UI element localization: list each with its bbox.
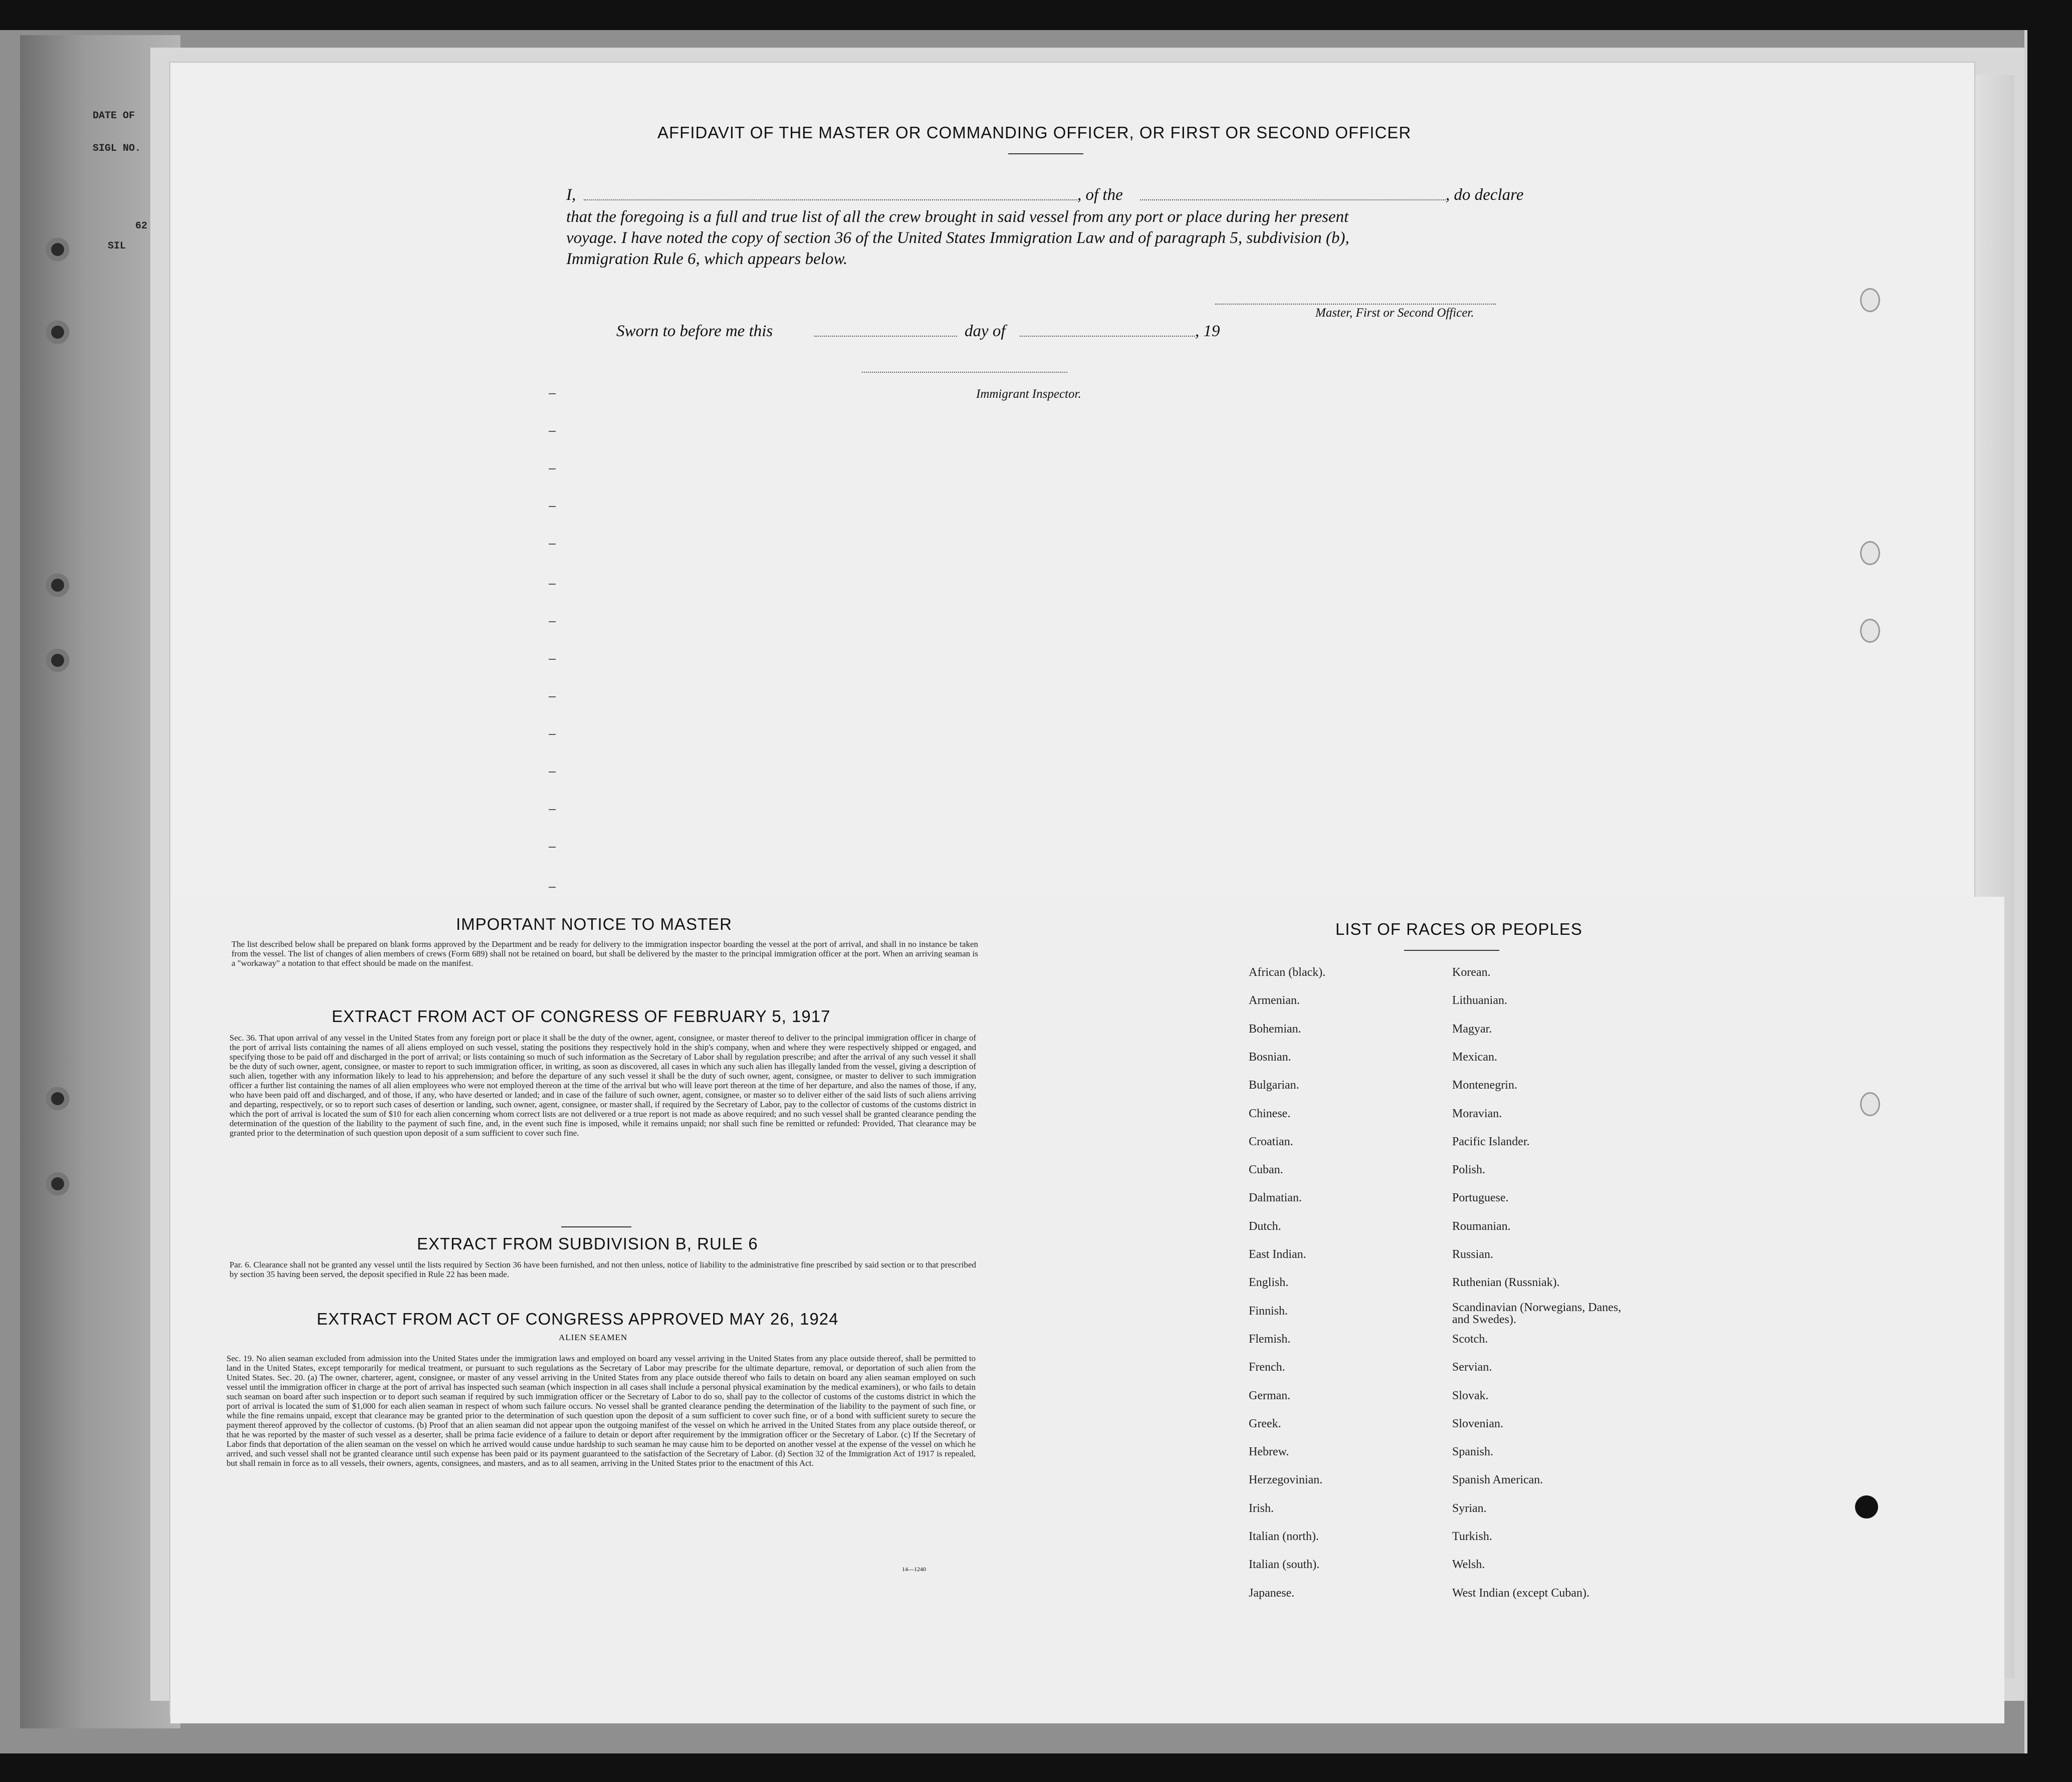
race-item: Greek. [1249, 1417, 1281, 1430]
race-item: Cuban. [1249, 1163, 1283, 1177]
race-item: Syrian. [1452, 1501, 1487, 1515]
race-item: Russian. [1452, 1248, 1494, 1261]
race-item: Slovenian. [1452, 1417, 1503, 1430]
month-blank[interactable] [1020, 336, 1195, 337]
row-dash [549, 431, 556, 432]
row-dash [549, 584, 556, 585]
race-item: Chinese. [1249, 1107, 1291, 1120]
notice-title: IMPORTANT NOTICE TO MASTER [456, 915, 733, 933]
notice-text: The list described below shall be prepared on blank forms approved by the Department and be ready for delivery to the immigration inspector boarding the vessel at the port of arrival, and shall in no instance be taken from the vessel. The list of changes of alien members of crews (Form 689) shall not be retained on board, but shall be delivered by the master to the principal immigration officer at the port. When an arriving seaman is a "workaway" a notation to that effect should be made on the manifest. [232, 939, 978, 968]
margin-label-sil: SIL [108, 240, 126, 252]
race-item: Italian (north). [1249, 1530, 1319, 1543]
punch-hole [46, 238, 69, 261]
punch-hole [46, 1087, 69, 1110]
affidavit-title: AFFIDAVIT OF THE MASTER OR COMMANDING OFFICER, OR FIRST OR SECOND OFFICER [657, 123, 1412, 142]
race-item: Lithuanian. [1452, 994, 1507, 1007]
row-dash [549, 659, 556, 660]
race-item: Flemish. [1249, 1332, 1291, 1346]
race-item: Hebrew. [1249, 1445, 1289, 1459]
race-item: Polish. [1452, 1163, 1486, 1177]
row-dash [549, 544, 556, 545]
race-item: Scandinavian (Norwegians, Danes, and Swedes). [1452, 1301, 1622, 1326]
punch-hole [1860, 1092, 1880, 1116]
row-dash [549, 696, 556, 697]
row-dash [549, 621, 556, 622]
punch-hole [46, 1172, 69, 1195]
race-item: Italian (south). [1249, 1558, 1320, 1572]
row-dash [549, 734, 556, 735]
race-item: Bohemian. [1249, 1022, 1301, 1036]
extract-1917-text: Sec. 36. That upon arrival of any vessel in the United States from any foreign port or place it shall be the duty of the owner, agent, consignee, or master thereof to deliver to the principal immigration officer in charge of the port of arrival lists containing the names of all aliens employed on such vessel, stating the positions they respectively hold in the ship's company, when and where they were respectively shipped or engaged, and specifying those to be paid off and discharged in the port of arrival; or lists containing so much of such information as the Secretary of Labor shall by regulation prescribe; and after the arrival of any such vessel it shall be the duty of such owner, agent, consignee, or master to report to such immigration officer, in writing, as soon as discovered, all cases in which any such alien has illegally landed from the vessel, giving a description of such alien, together with any information likely to lead to his apprehension; and before the departure of any such vessel it shall be the duty of such owner, agent, consignee, or master to deliver to such immigration officer a further list containing the names of all alien employees who were not employed thereon at the time of the arrival but who will leave port thereon at the time of her departure, and also the names of those, if any, who have been paid off and discharged, and of those, if any, who have deserted or landed; and in case of the failure of such owner, agent, consignee, or master so to deliver either of the said lists of such aliens arriving and departing, respectively, or so to report such cases of desertion or landing, such owner, agent, consignee, or master shall, if required by the Secretary of Labor, pay to the collector of customs of the customs district in which the port of arrival is located the sum of $10 for each alien concerning whom correct lists are not delivered or a true report is not made as above required; and no such vessel shall be granted clearance pending the determination of the question of the liability to the payment of such fine, and, in the event such fine is imposed, while it remains unpaid; nor shall such fine be remitted or refunded: Provided, That clearance may be granted prior to the determination of such question upon deposit of a sum sufficient to cover such fine. [229, 1033, 976, 1138]
form-number: 14—1240 [902, 1566, 926, 1573]
inspector-label: Immigrant Inspector. [976, 387, 1081, 401]
row-dash [549, 393, 556, 394]
race-item: Ruthenian (Russniak). [1452, 1276, 1560, 1290]
vessel-blank[interactable] [1140, 199, 1446, 200]
race-item: Bosnian. [1249, 1050, 1291, 1064]
declaration-line1: that the foregoing is a full and true list of all the crew brought in said vessel from any port or place during her present [566, 208, 1349, 226]
year-label: , 19 [1195, 322, 1220, 340]
race-item: Korean. [1452, 966, 1491, 979]
race-item: Montenegrin. [1452, 1079, 1517, 1092]
race-item: Spanish. [1452, 1445, 1494, 1459]
row-dash [549, 847, 556, 848]
of-the-label: , of the [1077, 186, 1123, 204]
i-label: I, [566, 186, 576, 204]
races-title: LIST OF RACES OR PEOPLES [1335, 920, 1582, 938]
race-item: Magyar. [1452, 1022, 1492, 1036]
do-declare-label: , do declare [1446, 186, 1524, 204]
race-item: Japanese. [1249, 1586, 1295, 1600]
race-item: Dutch. [1249, 1219, 1281, 1233]
day-blank[interactable] [814, 336, 957, 337]
punch-hole [46, 574, 69, 597]
punch-hole [1860, 288, 1880, 312]
punch-hole [46, 321, 69, 344]
sworn-label: Sworn to before me this [616, 322, 773, 340]
inspector-signature-line[interactable] [862, 372, 1067, 373]
title-underline [1008, 153, 1083, 154]
race-item: Pacific Islander. [1452, 1135, 1530, 1148]
race-item: West Indian (except Cuban). [1452, 1586, 1589, 1600]
day-of-label: day of [965, 322, 1006, 340]
race-item: East Indian. [1249, 1248, 1306, 1261]
declaration-line2: voyage. I have noted the copy of section 36 of the United States Immigration Law and of paragraph 5, subdivision (b), [566, 229, 1349, 247]
race-item: Armenian. [1249, 994, 1300, 1007]
row-dash [549, 772, 556, 773]
section-divider [561, 1226, 631, 1227]
extract-1924-title: EXTRACT FROM ACT OF CONGRESS APPROVED MAY 26, 1924 [317, 1310, 839, 1328]
race-item: Bulgarian. [1249, 1079, 1299, 1092]
race-item: Turkish. [1452, 1530, 1492, 1543]
races-title-underline [1404, 950, 1499, 951]
punch-hole [46, 649, 69, 672]
race-item: Slovak. [1452, 1389, 1489, 1402]
race-item: Herzegovinian. [1249, 1473, 1323, 1487]
declaration-line3: Immigration Rule 6, which appears below. [566, 250, 848, 268]
race-item: Dalmatian. [1249, 1191, 1302, 1205]
race-item: African (black). [1249, 966, 1326, 979]
extract-1917-title: EXTRACT FROM ACT OF CONGRESS OF FEBRUARY 5, 1917 [332, 1007, 831, 1026]
name-blank[interactable] [584, 199, 1077, 200]
race-item: Roumanian. [1452, 1219, 1511, 1233]
row-dash [549, 887, 556, 888]
race-item: Irish. [1249, 1501, 1274, 1515]
race-item: English. [1249, 1276, 1289, 1290]
race-item: Servian. [1452, 1361, 1492, 1374]
margin-label-num: 62 [135, 220, 148, 232]
race-item: Croatian. [1249, 1135, 1293, 1148]
punch-hole [1860, 619, 1880, 643]
race-item: Spanish American. [1452, 1473, 1543, 1487]
race-item: Mexican. [1452, 1050, 1497, 1064]
margin-label-sigl: SIGL NO. [93, 143, 141, 154]
race-item: Scotch. [1452, 1332, 1488, 1346]
extract-1924-text: Sec. 19. No alien seaman excluded from admission into the United States under the immigration laws and employed on board any vessel arriving in the United States from any place outside thereof, shall be permitted to land in the United States, except temporarily for medical treatment, or pursuant to such regulations as the Secretary of Labor may prescribe for the ultimate departure, removal, or deportation of such alien from the United States. Sec. 20. (a) The owner, charterer, agent, consignee, or master of any vessel arriving in the United States from any place outside thereof who fails to detain on board any alien seaman employed on such vessel until the immigration officer in charge at the port of arrival has inspected such seaman (which inspection in all cases shall include a personal physical examination by the medical examiners), or who fails to detain such seaman on board after such inspection or to deport such seaman if required by such immigration officer or the Secretary of Labor to do so, shall pay to the collector of customs of the customs district in which the port of arrival is located the sum of $1,000 for each alien seaman in respect of whom such failure occurs. No vessel shall be granted clearance pending the determination of the liability to the payment of such fine, or while the fine remains unpaid, except that clearance may be granted prior to the determination of such question upon the deposit of a sum sufficient to cover such fine, or of a bond with sufficient surety to secure the payment thereof approved by the collector of customs. (b) Proof that an alien seaman did not appear upon the outgoing manifest of the vessel on which he arrived in the United States from any place outside thereof, or that he was reported by the master of such vessel as a deserter, shall be prima facie evidence of a failure to detain or deport after requirement by the immigration officer or the Secretary of Labor. (c) If the Secretary of Labor finds that deportation of the alien seaman on the vessel on which he arrived would cause undue hardship to such seaman he may cause him to be deported on another vessel at the expense of the vessel on which he arrived, and such vessel shall not be granted clearance until such expense has been paid or its payment guaranteed to the satisfaction of the Secretary of Labor. (d) Section 32 of the Immigration Act of 1917 is repealed, but shall remain in force as to all vessels, their owners, agents, consignees, and masters, and as to all seamen, arriving in the United States prior to the enactment of this Act. [226, 1354, 976, 1468]
race-item: Portuguese. [1452, 1191, 1509, 1205]
extract-1924-subtitle: ALIEN SEAMEN [559, 1333, 628, 1342]
race-item: German. [1249, 1389, 1291, 1402]
extract-rule6-title: EXTRACT FROM SUBDIVISION B, RULE 6 [417, 1234, 758, 1253]
row-dash [549, 468, 556, 469]
punch-hole [1855, 1495, 1878, 1518]
race-item: Moravian. [1452, 1107, 1502, 1120]
extract-rule6-text: Par. 6. Clearance shall not be granted any vessel until the lists required by Section 36 have been furnished, and not then unless, notice of liability to the administrative fine prescribed by said section or to that prescribed by section 35 having been served, the deposit specified in Rule 22 has been made. [229, 1260, 976, 1279]
race-item: Finnish. [1249, 1304, 1288, 1318]
race-item: Welsh. [1452, 1558, 1485, 1572]
row-dash [549, 506, 556, 507]
row-dash [549, 809, 556, 810]
officer-signature-label: Master, First or Second Officer. [1315, 306, 1474, 320]
race-item: French. [1249, 1361, 1285, 1374]
margin-label-date: DATE OF [93, 110, 135, 122]
punch-hole [1860, 541, 1880, 565]
